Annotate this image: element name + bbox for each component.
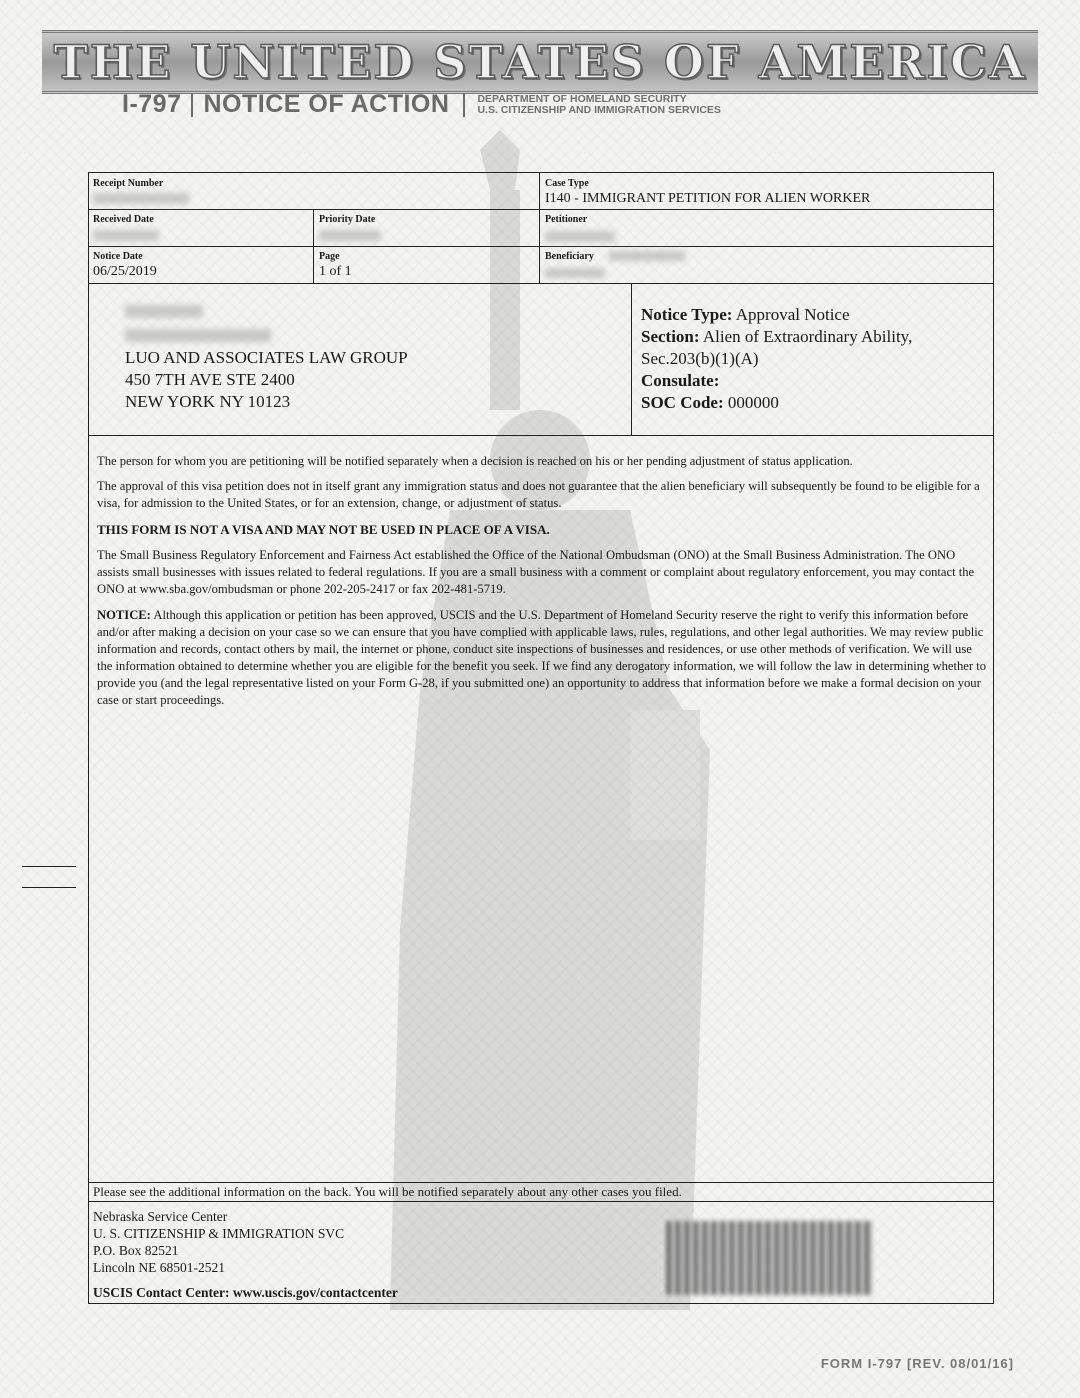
notice-body — [97, 453, 989, 709]
case-type-value: I140 - IMMIGRANT PETITION FOR ALIEN WORKER — [545, 191, 871, 206]
consulate — [641, 371, 719, 391]
received-date-label: Received Date — [93, 214, 154, 225]
petitioner-label: Petitioner — [545, 214, 588, 225]
notice-section-code: Sec.203(b)(1)(A) — [641, 349, 759, 368]
country-banner — [42, 30, 1038, 94]
divider — [313, 209, 314, 283]
form-revision: FORM I-797 [REV. 08/01/16] — [820, 1356, 1014, 1371]
notice-type-label: Notice Type: — [641, 305, 733, 324]
soc-code — [641, 393, 779, 413]
redacted-beneficiary-id — [609, 251, 685, 261]
redacted-petitioner — [545, 231, 615, 242]
additional-info-note: Please see the additional information on the back. You will be notified separately about any other cases you filed. — [93, 1184, 682, 1199]
divider — [89, 1182, 993, 1183]
service-center-po-box: P.O. Box 82521 — [93, 1243, 179, 1258]
address-line-3: NEW YORK NY 10123 — [125, 392, 291, 411]
service-center-city: Lincoln NE 68501-2521 — [93, 1260, 225, 1275]
form-number: I-797 — [122, 90, 182, 118]
barcode — [667, 1221, 873, 1295]
divider — [89, 283, 993, 284]
notice-form — [88, 172, 994, 1304]
divider — [89, 246, 993, 247]
page-value: 1 of 1 — [319, 264, 352, 279]
case-type-label: Case Type — [545, 178, 589, 189]
address-line-1: LUO AND ASSOCIATES LAW GROUP — [125, 348, 408, 367]
address-line-2: 450 7TH AVE STE 2400 — [125, 370, 295, 389]
redacted-attention — [125, 329, 271, 342]
soc-code-label: SOC Code: — [641, 393, 724, 412]
section-value: Alien of Extraordinary Ability, — [702, 327, 913, 346]
notice-date-value: 06/25/2019 — [93, 264, 157, 279]
service-center-name: Nebraska Service Center — [93, 1209, 228, 1224]
notice-paragraph — [97, 607, 989, 709]
body-paragraph: The Small Business Regulatory Enforcement and Fairness Act established the Office of the National Ombudsman (ONO) at the Small Business Administration. The ONO assists small businesses with issues related to federal regulations. If you are a small business with a comment or complaint about regulatory enforcement, you may contact the ONO at www.sba.gov/ombudsman or phone 202-205-2417 or fax 202-481-5719. — [97, 548, 975, 596]
form-title: NOTICE OF ACTION — [203, 90, 450, 118]
fold-mark — [22, 866, 76, 867]
divider — [89, 435, 993, 436]
fold-mark — [22, 887, 76, 888]
header-separator — [191, 93, 193, 117]
notice-type — [641, 305, 850, 325]
divider — [631, 283, 632, 435]
agency-line: DEPARTMENT OF HOMELAND SECURITY — [477, 92, 687, 105]
notice-section — [641, 327, 912, 347]
priority-date-label: Priority Date — [319, 214, 376, 225]
notice-type-value: Approval Notice — [735, 305, 850, 324]
visa-warning: THIS FORM IS NOT A VISA AND MAY NOT BE USED IN PLACE OF A VISA. — [97, 522, 550, 537]
divider — [89, 209, 993, 210]
redacted-priority-date — [319, 230, 381, 241]
body-paragraph: The approval of this visa petition does not in itself grant any immigration status and does not guarantee that the alien beneficiary will subsequently be found to be eligible for a visa, for admission to the United States, or for an extension, change, or adjustment of status. — [97, 479, 980, 510]
redacted-received-date — [93, 230, 159, 241]
service-center-agency: U. S. CITIZENSHIP & IMMIGRATION SVC — [93, 1226, 345, 1241]
notice-text: Although this application or petition has been approved, USCIS and the U.S. Department of Homeland Security reserve the right to verify this information before and/or after making a decision on your case so we can ensure that you have complied with applicable laws, rules, regulations, and other legal authorities. We may review public information and records, contact others by mail, the internet or phone, conduct site inspections of businesses and residences, or use other methods of verification. We will use the information obtained to determine whether you are eligible for the benefit you seek. If we find any derogatory information, we will follow the law in determining whether to provide you (and the legal representative listed on your Form G-28, if you submitted one) an opportunity to address that information before we make a formal decision on your case or start proceedings. — [97, 608, 986, 707]
consulate-label: Consulate: — [641, 371, 720, 390]
divider — [539, 173, 540, 283]
notice-date-label: Notice Date — [93, 251, 143, 262]
divider — [89, 1201, 993, 1202]
body-paragraph: The person for whom you are petitioning will be notified separately when a decision is reached on his or her pending adjustment of status application. — [97, 454, 853, 468]
agency-line: U.S. CITIZENSHIP AND IMMIGRATION SERVICES — [477, 103, 721, 116]
beneficiary-label: Beneficiary — [545, 251, 594, 262]
redacted-receipt-number — [93, 193, 189, 204]
notice-label: NOTICE: — [97, 608, 151, 622]
redacted-name — [125, 305, 203, 318]
receipt-number-label: Receipt Number — [93, 178, 164, 189]
page-label: Page — [319, 251, 340, 262]
soc-code-value: 000000 — [727, 393, 779, 412]
contact-center: USCIS Contact Center: www.uscis.gov/contactcenter — [93, 1285, 398, 1300]
agency-name — [477, 94, 720, 116]
header-separator — [463, 93, 465, 117]
redacted-beneficiary-name — [545, 268, 605, 278]
section-label: Section: — [641, 327, 700, 346]
form-header — [122, 90, 721, 119]
banner-title: THE UNITED STATES OF AMERICA — [53, 35, 1027, 89]
